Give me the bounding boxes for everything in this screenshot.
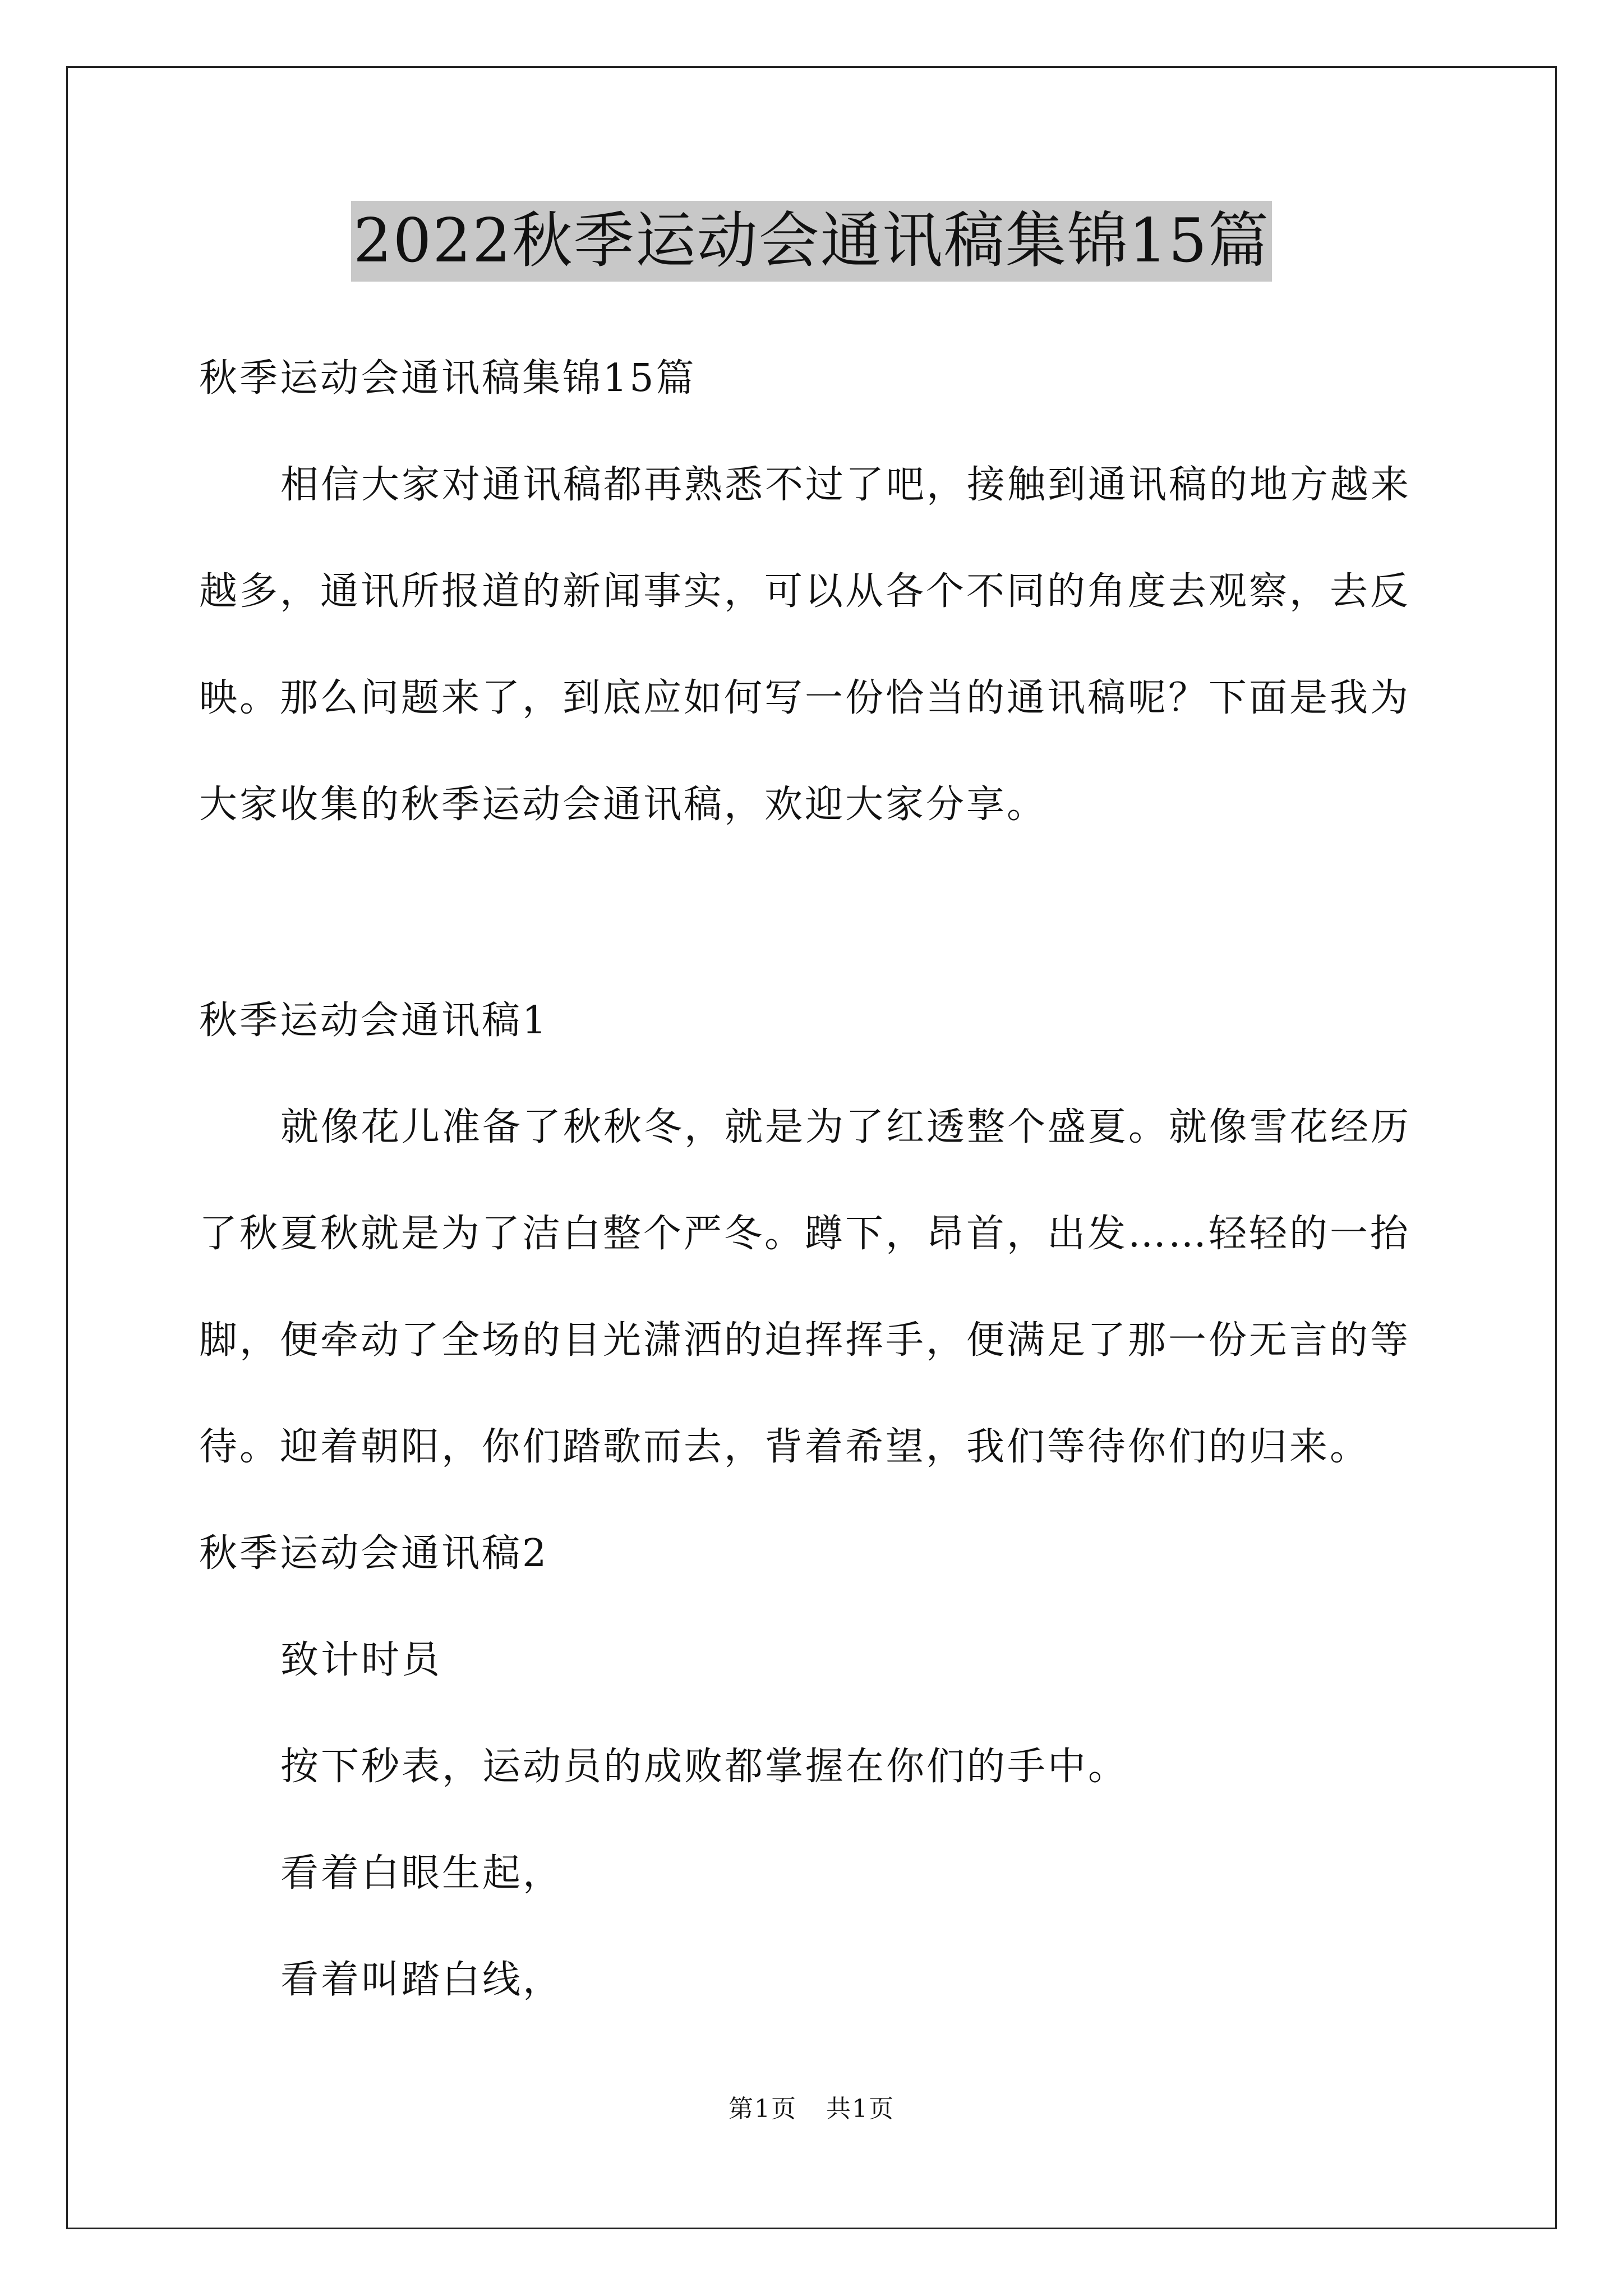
intro-line-1: 相信大家对通讯稿都再熟悉不过了吧，接触到通讯稿的地方越来	[280, 463, 1412, 507]
page-total: 共1页	[826, 2095, 895, 2123]
document-title: 2022秋季运动会通讯稿集锦15篇	[351, 201, 1272, 282]
section1-line-2: 了秋夏秋就是为了洁白整个严冬。蹲下，昂首，出发……轻轻的一抬	[199, 1212, 1411, 1256]
section2-line-3: 看着白眼生起，	[280, 1851, 564, 1895]
page-footer	[0, 2093, 1623, 2125]
intro-line-4: 大家收集的秋季运动会通讯稿，欢迎大家分享。	[199, 783, 1048, 827]
section2-line-4: 看着叫踏白线，	[280, 1958, 564, 2002]
section1-line-3: 脚，便牵动了全场的目光潇洒的迫挥挥手，便满足了那一份无言的等	[199, 1318, 1411, 1363]
title-container	[0, 201, 1623, 282]
section1-line-1: 就像花儿准备了秋秋冬，就是为了红透整个盛夏。就像雪花经历	[280, 1105, 1412, 1149]
intro-line-3: 映。那么问题来了，到底应如何写一份恰当的通讯稿呢？下面是我为	[199, 676, 1411, 720]
intro-line-2: 越多，通讯所报道的新闻事实，可以从各个不同的角度去观察，去反	[199, 569, 1411, 614]
section1-heading: 秋季运动会通讯稿1	[199, 999, 549, 1043]
section1-line-4: 待。迎着朝阳，你们踏歌而去，背着希望，我们等待你们的归来。	[199, 1425, 1371, 1469]
section2-line-1: 致计时员	[280, 1638, 442, 1682]
section2-line-2: 按下秒表，运动员的成败都掌握在你们的手中。	[280, 1745, 1129, 1789]
document-subtitle: 秋季运动会通讯稿集锦15篇	[199, 356, 697, 401]
section2-heading: 秋季运动会通讯稿2	[199, 1531, 549, 1576]
page-number: 第1页	[728, 2095, 797, 2123]
